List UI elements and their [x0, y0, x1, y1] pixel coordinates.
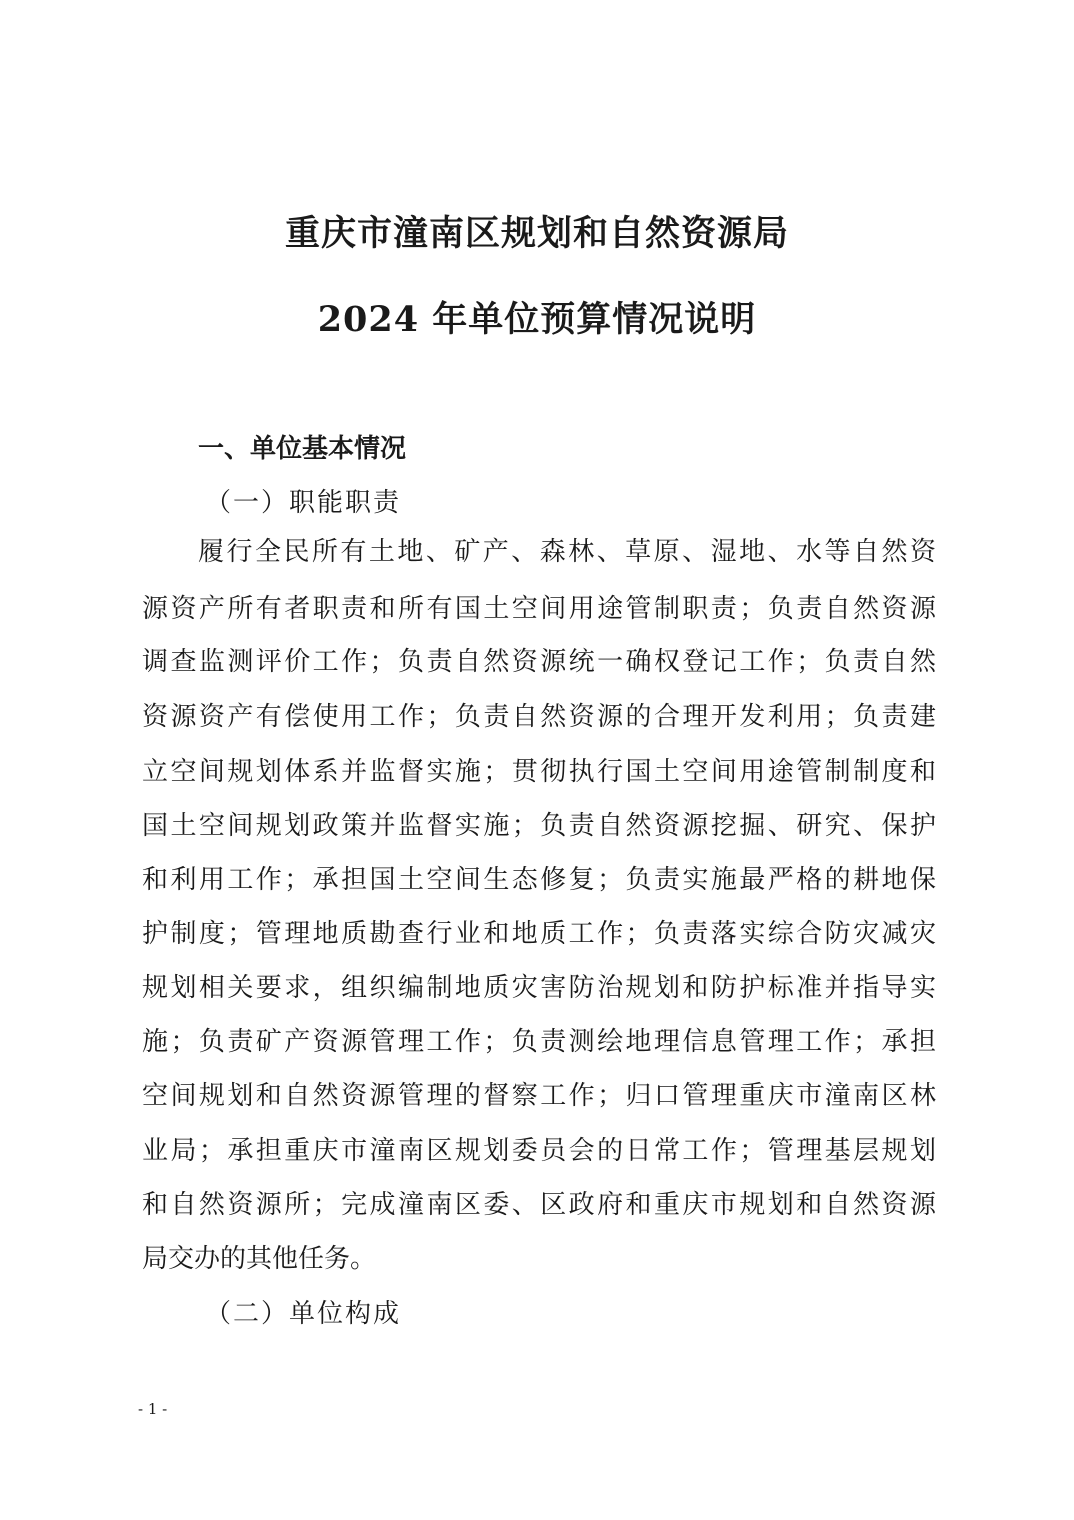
- subsection-heading-duties: （一）职能职责: [205, 488, 402, 518]
- paragraph-line: 立空间规划体系并监督实施；贯彻执行国土空间用途管制制度和: [142, 757, 936, 787]
- paragraph-line: 规划相关要求，组织编制地质灾害防治规划和防护标准并指导实: [142, 973, 936, 1003]
- subsection-heading-composition: （二）单位构成: [205, 1299, 402, 1329]
- paragraph-line: 业局；承担重庆市潼南区规划委员会的日常工作；管理基层规划: [142, 1136, 936, 1166]
- paragraph-line: 局交办的其他任务。: [142, 1244, 377, 1274]
- paragraph-line: 空间规划和自然资源管理的督察工作；归口管理重庆市潼南区林: [142, 1081, 936, 1111]
- section-heading-basic-info: 一、单位基本情况: [198, 434, 407, 464]
- paragraph-line: 资源资产有偿使用工作；负责自然资源的合理开发利用；负责建: [142, 702, 936, 732]
- paragraph-line: 调查监测评价工作；负责自然资源统一确权登记工作；负责自然: [142, 647, 936, 677]
- paragraph-line: 和自然资源所；完成潼南区委、区政府和重庆市规划和自然资源: [142, 1190, 936, 1220]
- paragraph-line: 源资产所有者职责和所有国土空间用途管制职责；负责自然资源: [142, 594, 936, 624]
- paragraph-line: 国土空间规划政策并监督实施；负责自然资源挖掘、研究、保护: [142, 811, 936, 841]
- page-number: - 1 -: [138, 1400, 168, 1418]
- paragraph-line: 履行全民所有土地、矿产、森林、草原、湿地、水等自然资: [198, 537, 936, 567]
- paragraph-line: 施；负责矿产资源管理工作；负责测绘地理信息管理工作；承担: [142, 1027, 936, 1057]
- paragraph-line: 和利用工作；承担国土空间生态修复；负责实施最严格的耕地保: [142, 865, 936, 895]
- document-title-line-1: 重庆市潼南区规划和自然资源局: [284, 213, 789, 254]
- document-title-line-2: 2024 年单位预算情况说明: [317, 299, 757, 340]
- paragraph-line: 护制度；管理地质勘查行业和地质工作；负责落实综合防灾减灾: [142, 919, 936, 949]
